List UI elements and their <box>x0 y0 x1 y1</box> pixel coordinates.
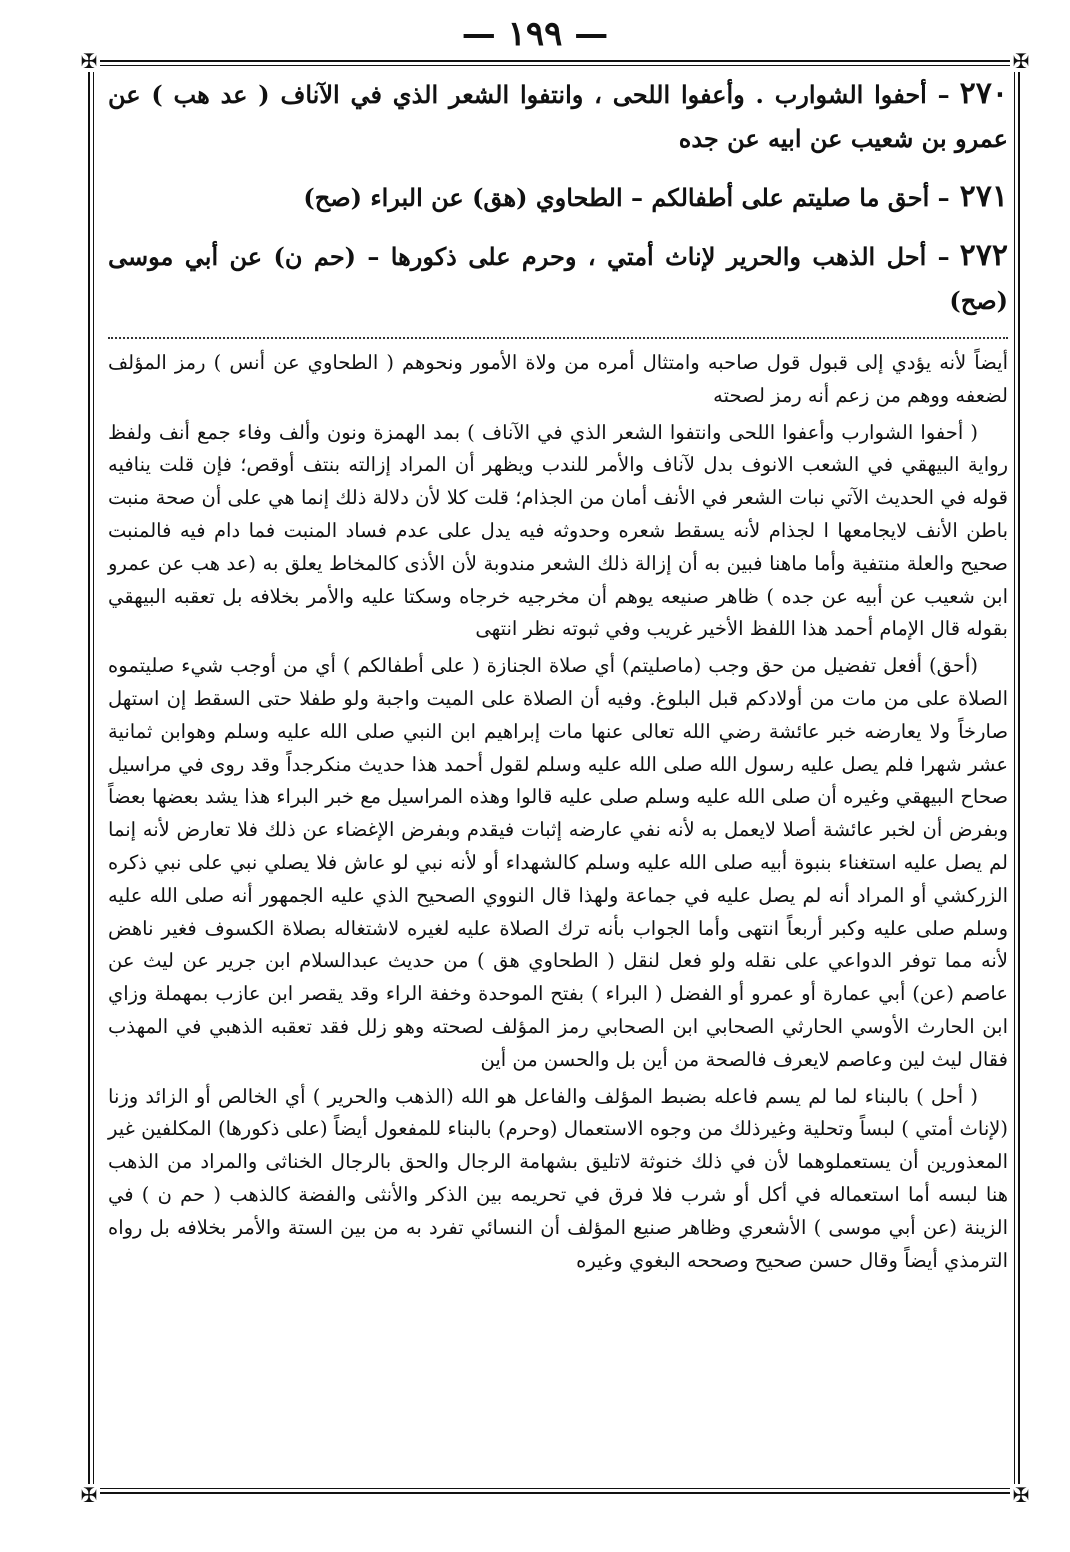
dotted-divider <box>108 337 1008 339</box>
commentary-paragraph: ( أحفوا الشوارب وأعفوا اللحى وانتفوا الشعر الذي في الآناف ) بمد الهمزة ونون وألف وفاء جمع أنف ولفظ رواية البيهقي في الشعب الانوف بدل لآناف والأمر للندب ويظهر أن المراد إزالته بنتف أوقص؛ فإن قلت ينافيه قوله في الحديث الآتي نبات الشعر في الأنف أمان من الجذام؛ قلت كلا لأن دلالة ذلك إنما هي على أن صحة منبت باطن الأنف لايجامعها ا لجذام لأنه يسقط شعره وحدوثه فيه يدل على عدم فساد المنبت فما دام فيه فالمنبت صحيح والعلة منتفية وأما ماهنا فبين به أن إزالة ذلك الشعر مندوبة لأن الأذى كالمخاط يعلق به (عد هب عن عمرو ابن شعيب عن أبيه عن جده ) ظاهر صنيعه يوهم أن مخرجيه خرجاه وسكتا عليه والأمر بخلافه بل تعقبه البيهقي بقوله قال الإمام أحمد هذا اللفظ الأخير غريب وفي ثبوته نظر انتهى <box>108 420 1008 641</box>
commentary-paragraph: ( أحل ) بالبناء لما لم يسم فاعله بضبط المؤلف والفاعل هو الله (الذهب والحرير ) أي الخالص أو الزائد وزنا (لإناث أمتي ) لبساً وتحلية وغيرذلك من وجوه الاستعمال (وحرم) بالبناء للمفعول أيضاً (على ذكورها) المكلفين غير المعذورين أن يستعملوهما لأن في ذلك خنوثة لاتليق بشهامة الرجال والحق بالرجال الخناثى والمراد من الذهب هنا لبسه أما استعماله في أكل أو شرب فلا فرق في تحريمه بين الذكر والأنثى والفضة كالذهب ( حم ن ) في الزينة (عن أبي موسى ) الأشعري وظاهر صنيع المؤلف أن النسائي تفرد به من بين الستة والأمر بخلافه بل رواه الترمذي أيضاً وقال حسن صحيح وصححه البغوي وغيره <box>108 1084 1008 1272</box>
hadith-number: ٢٧١ <box>959 179 1008 214</box>
commentary-section <box>108 347 1008 1277</box>
hadith-entry <box>108 72 1008 161</box>
ornament-corner-icon: ✠ <box>1010 1484 1032 1506</box>
ornament-corner-icon: ✠ <box>1010 50 1032 72</box>
commentary-paragraph: (أحق) أفعل تفضيل من حق وجب (ماصليتم) أي صلاة الجنازة ( على أطفالكم ) أي من أوجب شيء صليتموه الصلاة على من مات من أولادكم قبل البلوغ. وفيه أن الصلاة على الميت واجبة ولو طفلا حتى السقط إن استهل صارخاً ولا يعارضه خبر عائشة رضي الله تعالى عنها مات إبراهيم ابن النبي صلى الله عليه وسلم وهوابن ثمانية عشر شهرا فلم يصل عليه رسول الله صلى الله عليه وسلم لقول أحمد هذا حديث منكرجداً وقد روى في مراسيل صحاح البيهقي وغيره أن صلى الله عليه وسلم صلى عليه قالوا وهذه المراسيل مع خبر البراء هذا يشد بعضها بعضاً وبفرض أن لخبر عائشة أصلا لايعمل به لأنه نفي عارضه إثبات فيقدم وبفرض الإغضاء عن ذلك فلا تعارض لأنه إنما لم يصل عليه استغناء بنبوة أبيه صلى الله عليه وسلم كالشهداء أو لأنه نبي لو عاش فلا يصلي نبي على نبي ذكره الزركشي أو المراد أنه لم يصل عليه في جماعة ولهذا قال النووي الصحيح الذي عليه الجمهور أنه صلى الله عليه وسلم صلى عليه وكبر أربعاً انتهى وأما الجواب بأنه ترك الصلاة عليه لغيره لاشتغاله بصلاة الكسوف فغير ناهض لأنه مما توفر الدواعي على نقله ولو فعل لنقل ( الطحاوي هق ) من حديث عبدالسلام ابن جرير عن ليث عن عاصم (عن) أبي عمارة أو عمرو أو الفضل ( البراء ) بفتح الموحدة وخفة الراء وقد يقصر ابن عازب بمهملة وزاي ابن الحارث الأوسي الحارثي الصحابي ابن الصحابي رمز المؤلف لصحته وهو زلل فقد تعقبه الذهبي في المهذب فقال ليث لين وعاصم لايعرف فالصحة من أين بل والحسن من أين <box>108 654 1008 1071</box>
page-number: — ١٩٩ — <box>461 14 609 54</box>
ornament-corner-icon: ✠ <box>78 50 100 72</box>
ornament-corner-icon: ✠ <box>78 1484 100 1506</box>
hadith-number: ٢٧٢ <box>959 238 1008 273</box>
hadith-text: – أحل الذهب والحرير لإناث أمتي ، وحرم على ذكورها – (حم ن) عن أبي موسى (صح) <box>108 242 1008 315</box>
hadith-text: – أحق ما صليتم على أطفالكم – الطحاوي (هق) عن البراء (صح) <box>303 183 950 212</box>
hadith-text: – أحفوا الشوارب . وأعفوا اللحى ، وانتفوا الشعر الذي في الآناف ( عد هب ) عن عمرو بن شعيب عن ابيه عن جده <box>108 80 1008 153</box>
commentary-paragraph: أيضاً لأنه يؤدي إلى قبول قول صاحبه وامتثال أمره من ولاة الأمور ونحوهم ( الطحاوي عن أنس ) رمز المؤلف لضعفه ووهم من زعم أنه رمز لصحته <box>108 351 1008 407</box>
hadith-number: ٢٧٠ <box>959 76 1008 111</box>
hadith-entry <box>108 175 1008 220</box>
hadith-entry <box>108 234 1008 323</box>
page-content <box>108 72 1008 1281</box>
